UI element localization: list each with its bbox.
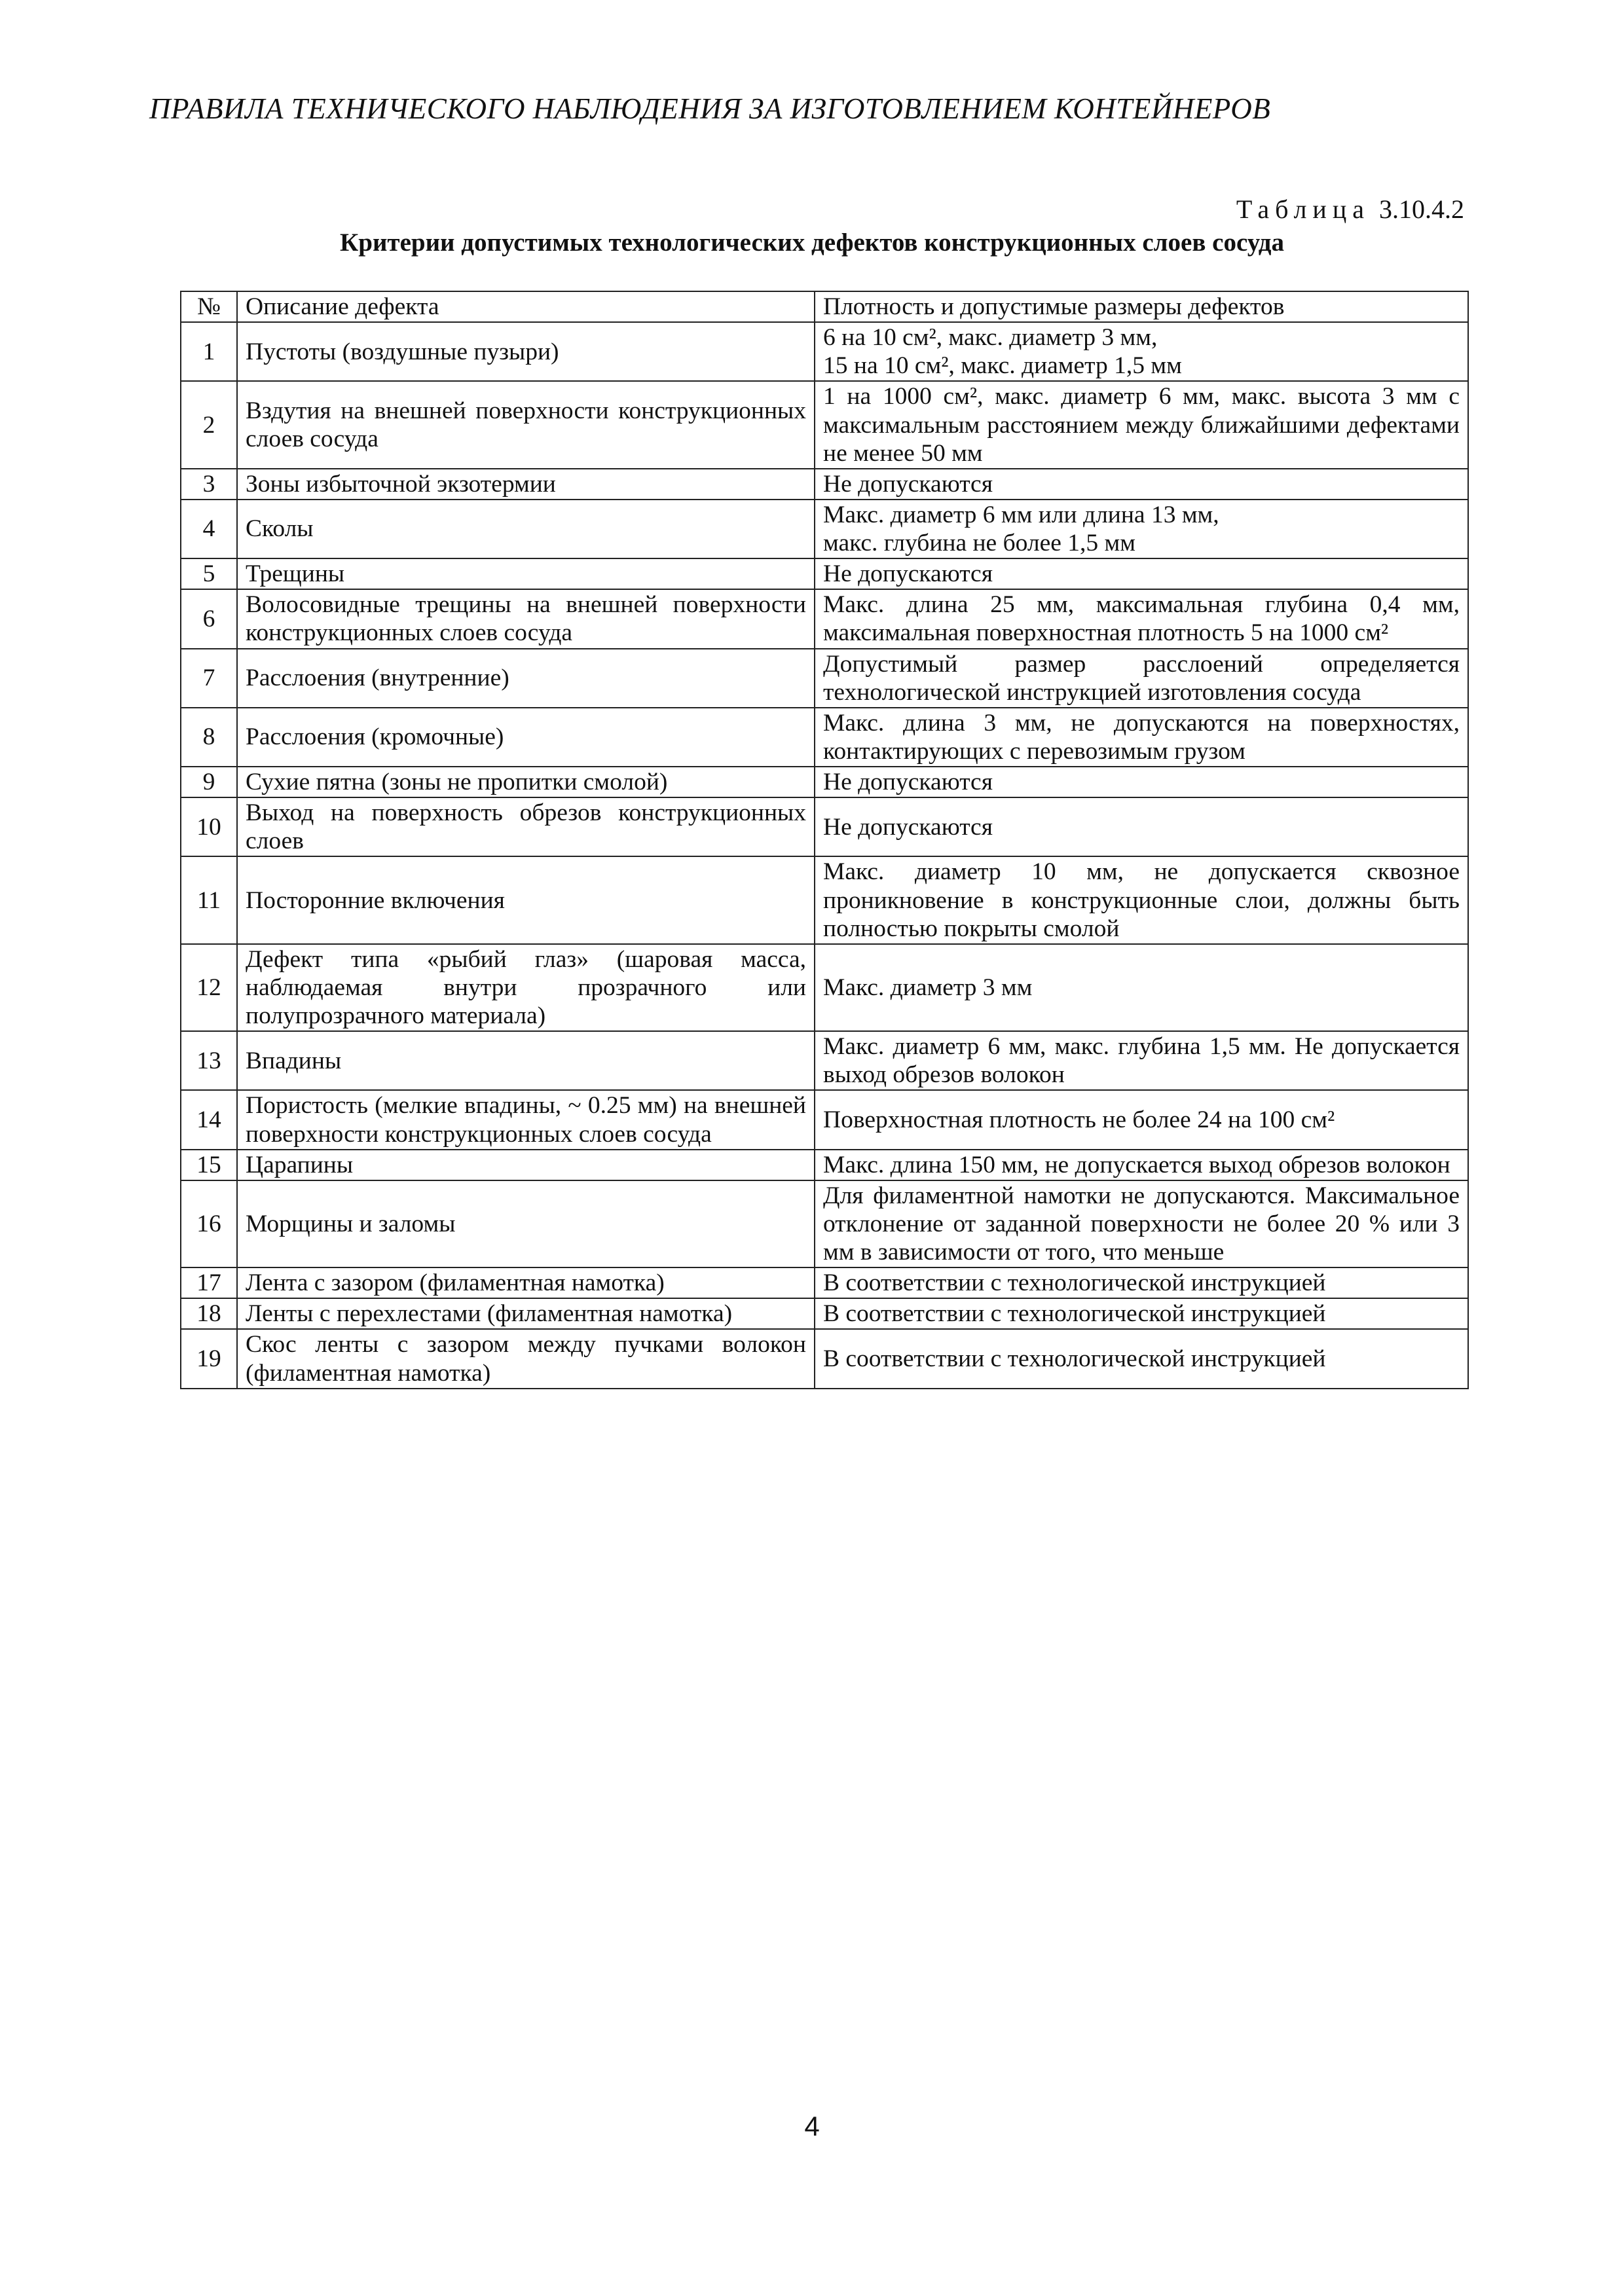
table-row xyxy=(181,322,1468,381)
defect-criteria: Не допускаются xyxy=(815,797,1468,856)
table-row xyxy=(181,1180,1468,1267)
defect-description: Пористость (мелкие впадины, ~ 0.25 мм) на внешней поверхности конструкционных слоев сосуда xyxy=(237,1090,815,1149)
defect-criteria: Поверхностная плотность не более 24 на 100 см² xyxy=(815,1090,1468,1149)
defect-criteria: Макс. диаметр 6 мм, макс. глубина 1,5 мм. Не допускается выход обрезов волокон xyxy=(815,1031,1468,1090)
defect-description: Выход на поверхность обрезов конструкционных слоев xyxy=(237,797,815,856)
row-number: 1 xyxy=(181,322,237,381)
row-number: 16 xyxy=(181,1180,237,1267)
row-number: 11 xyxy=(181,856,237,943)
defect-criteria: В соответствии с технологической инструкцией xyxy=(815,1329,1468,1388)
defect-description: Царапины xyxy=(237,1150,815,1180)
row-number: 10 xyxy=(181,797,237,856)
row-number: 6 xyxy=(181,589,237,648)
table-row xyxy=(181,558,1468,589)
defect-criteria: В соответствии с технологической инструкцией xyxy=(815,1298,1468,1329)
defect-description: Морщины и заломы xyxy=(237,1180,815,1267)
table-row xyxy=(181,649,1468,708)
table-row xyxy=(181,767,1468,797)
defect-description: Вздутия на внешней поверхности конструкционных слоев сосуда xyxy=(237,381,815,468)
row-number: 18 xyxy=(181,1298,237,1329)
row-number: 17 xyxy=(181,1267,237,1298)
row-number: 15 xyxy=(181,1150,237,1180)
table-row xyxy=(181,1150,1468,1180)
defect-criteria: Макс. диаметр 6 мм или длина 13 мм, макс. глубина не более 1,5 мм xyxy=(815,500,1468,558)
row-number: 9 xyxy=(181,767,237,797)
defects-table xyxy=(180,291,1469,1389)
table-row xyxy=(181,589,1468,648)
defect-criteria: Не допускаются xyxy=(815,767,1468,797)
row-number: 8 xyxy=(181,708,237,767)
defect-description: Дефект типа «рыбий глаз» (шаровая масса, наблюдаемая внутри прозрачного или полупрозрачного материала) xyxy=(237,944,815,1031)
table-row xyxy=(181,856,1468,943)
table-row xyxy=(181,797,1468,856)
defect-criteria: Макс. длина 25 мм, максимальная глубина 0,4 мм, максимальная поверхностная плотность 5 на 1000 см² xyxy=(815,589,1468,648)
defect-description: Ленты с перехлестами (филаментная намотка) xyxy=(237,1298,815,1329)
table-row xyxy=(181,944,1468,1031)
table-row xyxy=(181,1267,1468,1298)
defect-criteria: Макс. диаметр 3 мм xyxy=(815,944,1468,1031)
table-row xyxy=(181,469,1468,500)
table-row xyxy=(181,1090,1468,1149)
table-label xyxy=(1236,194,1464,225)
defect-description: Расслоения (внутренние) xyxy=(237,649,815,708)
row-number: 4 xyxy=(181,500,237,558)
row-number: 7 xyxy=(181,649,237,708)
row-number: 5 xyxy=(181,558,237,589)
row-number: 14 xyxy=(181,1090,237,1149)
defect-description: Впадины xyxy=(237,1031,815,1090)
defect-description: Расслоения (кромочные) xyxy=(237,708,815,767)
defect-description: Посторонние включения xyxy=(237,856,815,943)
table-header-row xyxy=(181,291,1468,322)
defect-description: Зоны избыточной экзотермии xyxy=(237,469,815,500)
defect-criteria: В соответствии с технологической инструкцией xyxy=(815,1267,1468,1298)
defect-description: Трещины xyxy=(237,558,815,589)
defect-criteria: Макс. длина 150 мм, не допускается выход обрезов волокон xyxy=(815,1150,1468,1180)
defect-criteria: Макс. длина 3 мм, не допускаются на поверхностях, контактирующих с перевозимым грузом xyxy=(815,708,1468,767)
page-number: 4 xyxy=(804,2111,820,2141)
defect-description: Лента с зазором (филаментная намотка) xyxy=(237,1267,815,1298)
defect-criteria: Макс. диаметр 10 мм, не допускается сквозное проникновение в конструкционные слои, должны быть полностью покрыты смолой xyxy=(815,856,1468,943)
table-row xyxy=(181,1298,1468,1329)
defect-criteria: Для филаментной намотки не допускаются. Максимальное отклонение от заданной поверхности не более 20 % или 3 мм в зависимости от того, что меньше xyxy=(815,1180,1468,1267)
table-row xyxy=(181,708,1468,767)
defect-description: Сколы xyxy=(237,500,815,558)
row-number: 12 xyxy=(181,944,237,1031)
table-row xyxy=(181,500,1468,558)
column-header-num: № xyxy=(181,291,237,322)
defect-criteria: Допустимый размер расслоений определяется технологической инструкцией изготовления сосуда xyxy=(815,649,1468,708)
defect-criteria: Не допускаются xyxy=(815,558,1468,589)
table-body xyxy=(181,322,1468,1389)
row-number: 13 xyxy=(181,1031,237,1090)
defect-description: Волосовидные трещины на внешней поверхности конструкционных слоев сосуда xyxy=(237,589,815,648)
table-row xyxy=(181,381,1468,468)
table-title: Критерии допустимых технологических дефектов конструкционных слоев сосуда xyxy=(339,228,1285,257)
table-label-word: Таблица xyxy=(1236,194,1370,224)
table-row xyxy=(181,1329,1468,1388)
defect-criteria: 6 на 10 см², макс. диаметр 3 мм, 15 на 10 см², макс. диаметр 1,5 мм xyxy=(815,322,1468,381)
defect-criteria: Не допускаются xyxy=(815,469,1468,500)
row-number: 19 xyxy=(181,1329,237,1388)
column-header-criteria: Плотность и допустимые размеры дефектов xyxy=(815,291,1468,322)
defect-description: Скос ленты с зазором между пучками волокон (филаментная намотка) xyxy=(237,1329,815,1388)
column-header-description: Описание дефекта xyxy=(237,291,815,322)
table-row xyxy=(181,1031,1468,1090)
table-label-number: 3.10.4.2 xyxy=(1379,194,1464,224)
defect-description: Сухие пятна (зоны не пропитки смолой) xyxy=(237,767,815,797)
row-number: 3 xyxy=(181,469,237,500)
row-number: 2 xyxy=(181,381,237,468)
defect-description: Пустоты (воздушные пузыри) xyxy=(237,322,815,381)
defect-criteria: 1 на 1000 см², макс. диаметр 6 мм, макс. высота 3 мм с максимальным расстоянием между ближайшими дефектами не менее 50 мм xyxy=(815,381,1468,468)
running-header: ПРАВИЛА ТЕХНИЧЕСКОГО НАБЛЮДЕНИЯ ЗА ИЗГОТОВЛЕНИЕМ КОНТЕЙНЕРОВ xyxy=(149,92,1271,125)
